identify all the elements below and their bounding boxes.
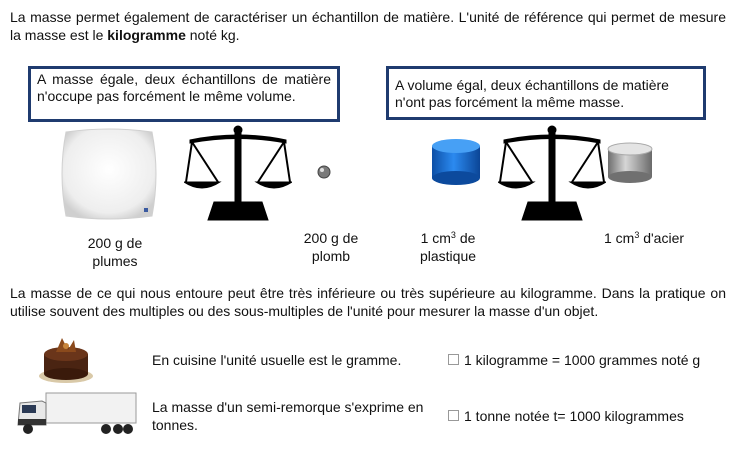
intro-text-end: noté kg.	[185, 27, 240, 43]
caption-plomb-line2: plomb	[311, 248, 351, 264]
caption-plastique-line2: plastique	[419, 248, 477, 264]
caption-plastique-exp: 3	[450, 230, 456, 240]
caption-plastique-de: de	[455, 230, 476, 246]
truck-image	[16, 389, 138, 437]
pillow-image	[58, 126, 160, 222]
balance-scale-icon	[184, 124, 292, 226]
row-truck-note	[448, 407, 728, 425]
intro-paragraph	[10, 8, 726, 44]
lead-ball-image	[317, 165, 331, 179]
intro-text: La masse permet également de caractériser un échantillon de matière. L'unité de référence qui permet de mesure la masse est le	[10, 9, 726, 43]
intro-bold-unit: kilogramme	[107, 27, 186, 43]
bullet-box-icon-2	[448, 410, 459, 421]
caption-plumes-line2: plumes	[92, 253, 138, 269]
callout-equal-mass-text: A masse égale, deux échantillons de matière n'occupe pas forcément le même volume.	[37, 71, 331, 104]
caption-acier-unit: 1 cm	[603, 230, 635, 246]
callout-equal-mass	[28, 66, 340, 122]
balance-scale-icon-2	[498, 124, 606, 226]
cake-image	[38, 332, 94, 384]
caption-plastique-line1	[400, 229, 496, 247]
callout-equal-volume-text: A volume égal, deux échantillons de matière n'ont pas forcément la même masse.	[395, 77, 669, 110]
caption-plumes-line1: 200 g de	[87, 235, 143, 251]
caption-plastique-unit: 1 cm	[420, 230, 451, 246]
caption-acier	[586, 229, 702, 247]
row-truck-text: La masse d'un semi-remorque s'exprime en tonnes.	[152, 399, 424, 433]
steel-cylinder-image	[606, 142, 654, 186]
multiples-paragraph: La masse de ce qui nous entoure peut être très inférieure ou très supérieure au kilogramme. Dans la pratique on utilise souvent des multiples ou des sous-multiples de l'unité pour mesurer la masse d'un objet.	[10, 285, 726, 319]
callout-equal-volume	[386, 66, 706, 120]
caption-acier-text: d'acier	[639, 230, 685, 246]
row-cuisine-note-text: 1 kilogramme = 1000 grammes noté g	[464, 352, 701, 368]
caption-plomb-line1: 200 g de	[303, 230, 359, 246]
plastic-cylinder-image	[430, 138, 482, 186]
caption-acier-exp: 3	[634, 230, 640, 240]
bullet-box-icon	[448, 354, 459, 365]
caption-plomb	[288, 229, 374, 265]
row-cuisine-note	[448, 351, 728, 369]
caption-plumes	[70, 234, 160, 270]
caption-plastique	[400, 229, 496, 265]
row-truck-note-text: 1 tonne notée t= 1000 kilogrammes	[464, 408, 684, 424]
row-cuisine-text: En cuisine l'unité usuelle est le gramme.	[152, 352, 402, 368]
